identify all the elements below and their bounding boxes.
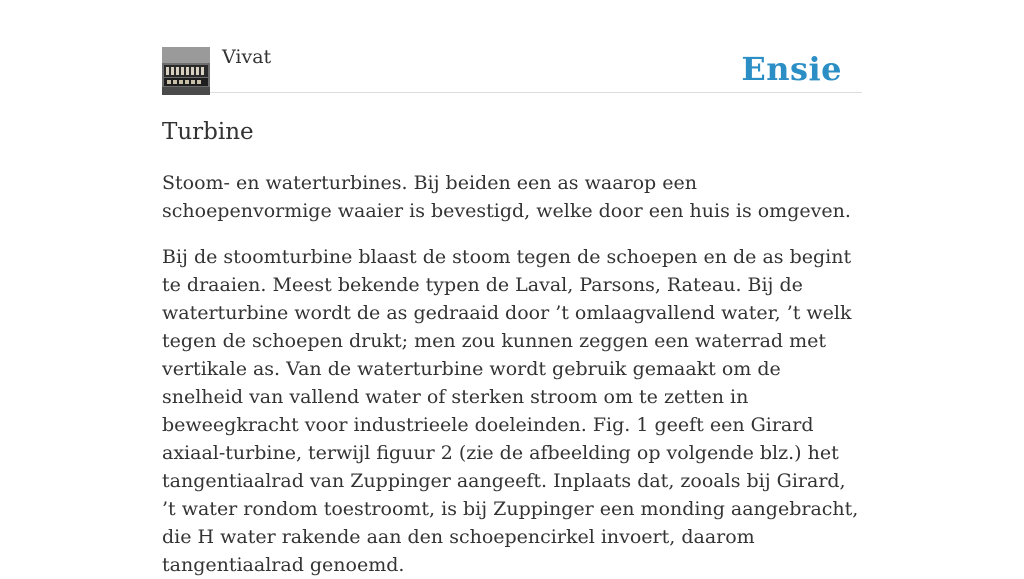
author-name[interactable]: Vivat bbox=[222, 46, 272, 68]
article-page bbox=[162, 0, 862, 579]
article-header bbox=[162, 0, 862, 93]
article-paragraph: Bij de stoomturbine blaast de stoom tegen de schoepen en de as begint te draaien. Meest bekende typen de Laval, Parsons, Rateau. Bij de waterturbine wordt de as gedraaid door ’t omlaagvallend water, ’t welk tegen de schoepen drukt; men zou kunnen zeggen een waterrad met vertikale as. Van de waterturbine wordt gebruik gemaakt om de snelheid van vallend water of sterken stroom om te zetten in beweegkracht voor industrieele doeleinden. Fig. 1 geeft een Girard axiaal-turbine, terwijl figuur 2 (zie de afbeelding op volgende blz.) het tangentiaalrad van Zuppinger aangeeft. Inplaats dat, zooals bij Girard, ’t water rondom toestroomt, is bij Zuppinger een monding aangebracht, die H water rakende aan den schoepencirkel invoert, daarom tangentiaalrad genoemd. bbox=[162, 246, 859, 576]
site-logo[interactable]: Ensie bbox=[741, 50, 842, 88]
article-title: Turbine bbox=[162, 119, 254, 145]
keyboard-avatar-icon bbox=[162, 47, 210, 95]
article-paragraph: Stoom- en waterturbines. Bij beiden een as waarop een schoepenvormige waaier is bevestigd, welke door een huis is omgeven. bbox=[162, 172, 851, 222]
author-avatar[interactable] bbox=[162, 47, 210, 95]
